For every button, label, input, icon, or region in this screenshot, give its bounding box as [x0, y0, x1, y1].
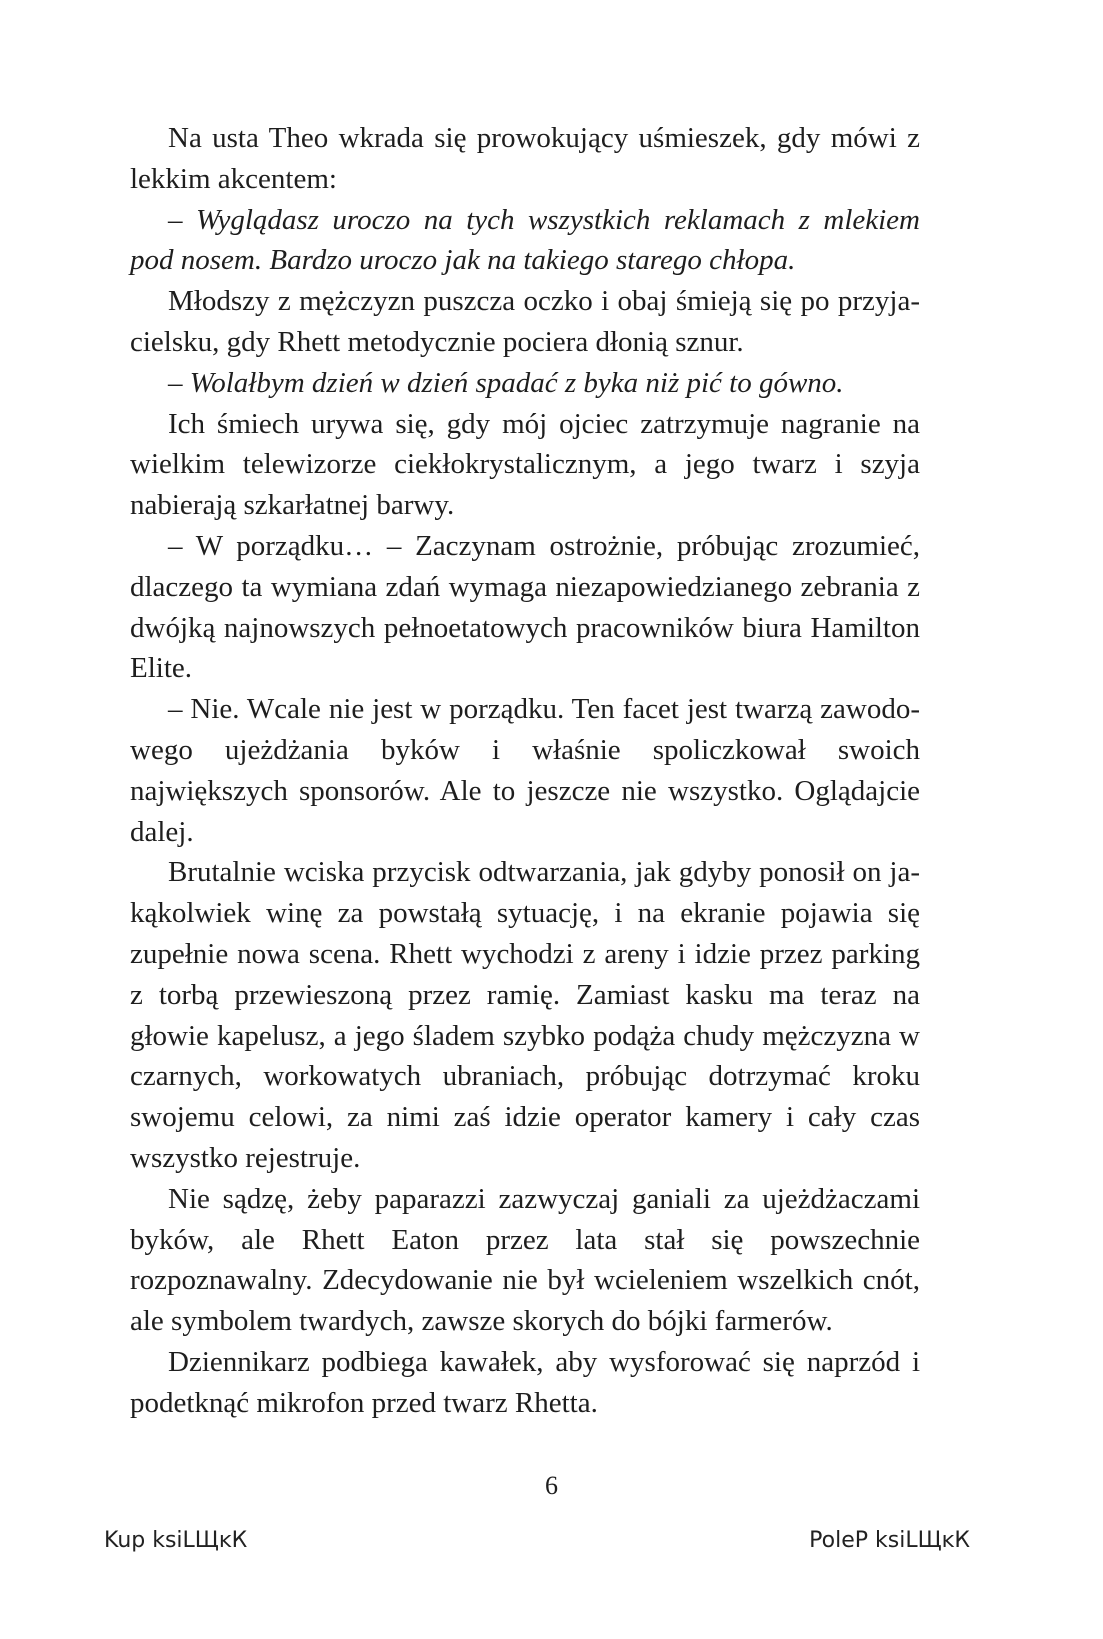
- recommend-book-link[interactable]: PoleP ksiLЩĸК: [809, 1528, 970, 1553]
- paragraph: Brutalnie wciska przycisk odtwarzania, jak gdyby ponosił on jakąkolwiek winę za powstałą sytuację, i na ekranie pojawia się zupełnie nowa scena. Rhett wychodzi z areny i idzie przez parking z torbą przewieszoną przez ramię. Zamiast kasku ma teraz na głowie kapelusz, a jego śladem szybko podąża chudy mężczyzna w czarnych, workowatych ubraniach, próbując dotrzymać kroku swojemu celowi, za nimi zaś idzie operator kamery i cały czas wszystko rejestruje.: [130, 856, 920, 1174]
- page-number: 6: [545, 1471, 558, 1500]
- paragraph: Ich śmiech urywa się, gdy mój ojciec zatrzymuje nagranie na wielkim telewizorze ciekłokrystalicznym, a jego twarz i szyja nabierają szkarłatnej barwy.: [130, 407, 920, 522]
- dialogue-paragraph: – Wolałbym dzień w dzień spadać z byka niż pić to gówno.: [168, 366, 844, 399]
- book-page-text: [130, 118, 920, 1424]
- paragraph: – Nie. Wcale nie jest w porządku. Ten facet jest twarzą zawodowego ujeżdżania byków i właśnie spoliczkował swoich największych sponsorów. Ale to jeszcze nie wszystko. Oglądajcie dalej.: [130, 693, 920, 848]
- paragraph: Na usta Theo wkrada się prowokujący uśmieszek, gdy mówi z lekkim akcentem:: [130, 122, 920, 195]
- dialogue-paragraph: – Wyglądasz uroczo na tych wszystkich reklamach z mlekiem pod nosem. Bardzo uroczo jak na takiego starego chłopa.: [130, 203, 920, 277]
- paragraph: – W porządku… – Zaczynam ostrożnie, próbując zrozumieć, dlaczego ta wymiana zdań wymaga niezapowiedzianego zebrania z dwójką najnowszych pełnoetatowych pracowników biura Hamilton Elite.: [130, 529, 920, 685]
- paragraph: Dziennikarz podbiega kawałek, aby wysforować się naprzód i podetknąć mikrofon przed twarz Rhetta.: [130, 1345, 920, 1419]
- paragraph: Nie sądzę, żeby paparazzi zazwyczaj ganiali za ujeżdżaczami byków, ale Rhett Eaton przez lata stał się powszechnie rozpoznawalny. Zdecydowanie nie był wcieleniem wszelkich cnót, ale symbolem twardych, zawsze skorych do bójki farmerów.: [130, 1182, 920, 1338]
- paragraph: Młodszy z mężczyzn puszcza oczko i obaj śmieją się po przyjacielsku, gdy Rhett metodycznie pociera dłonią sznur.: [130, 285, 920, 358]
- buy-book-link[interactable]: Kup ksiLЩĸК: [104, 1528, 248, 1553]
